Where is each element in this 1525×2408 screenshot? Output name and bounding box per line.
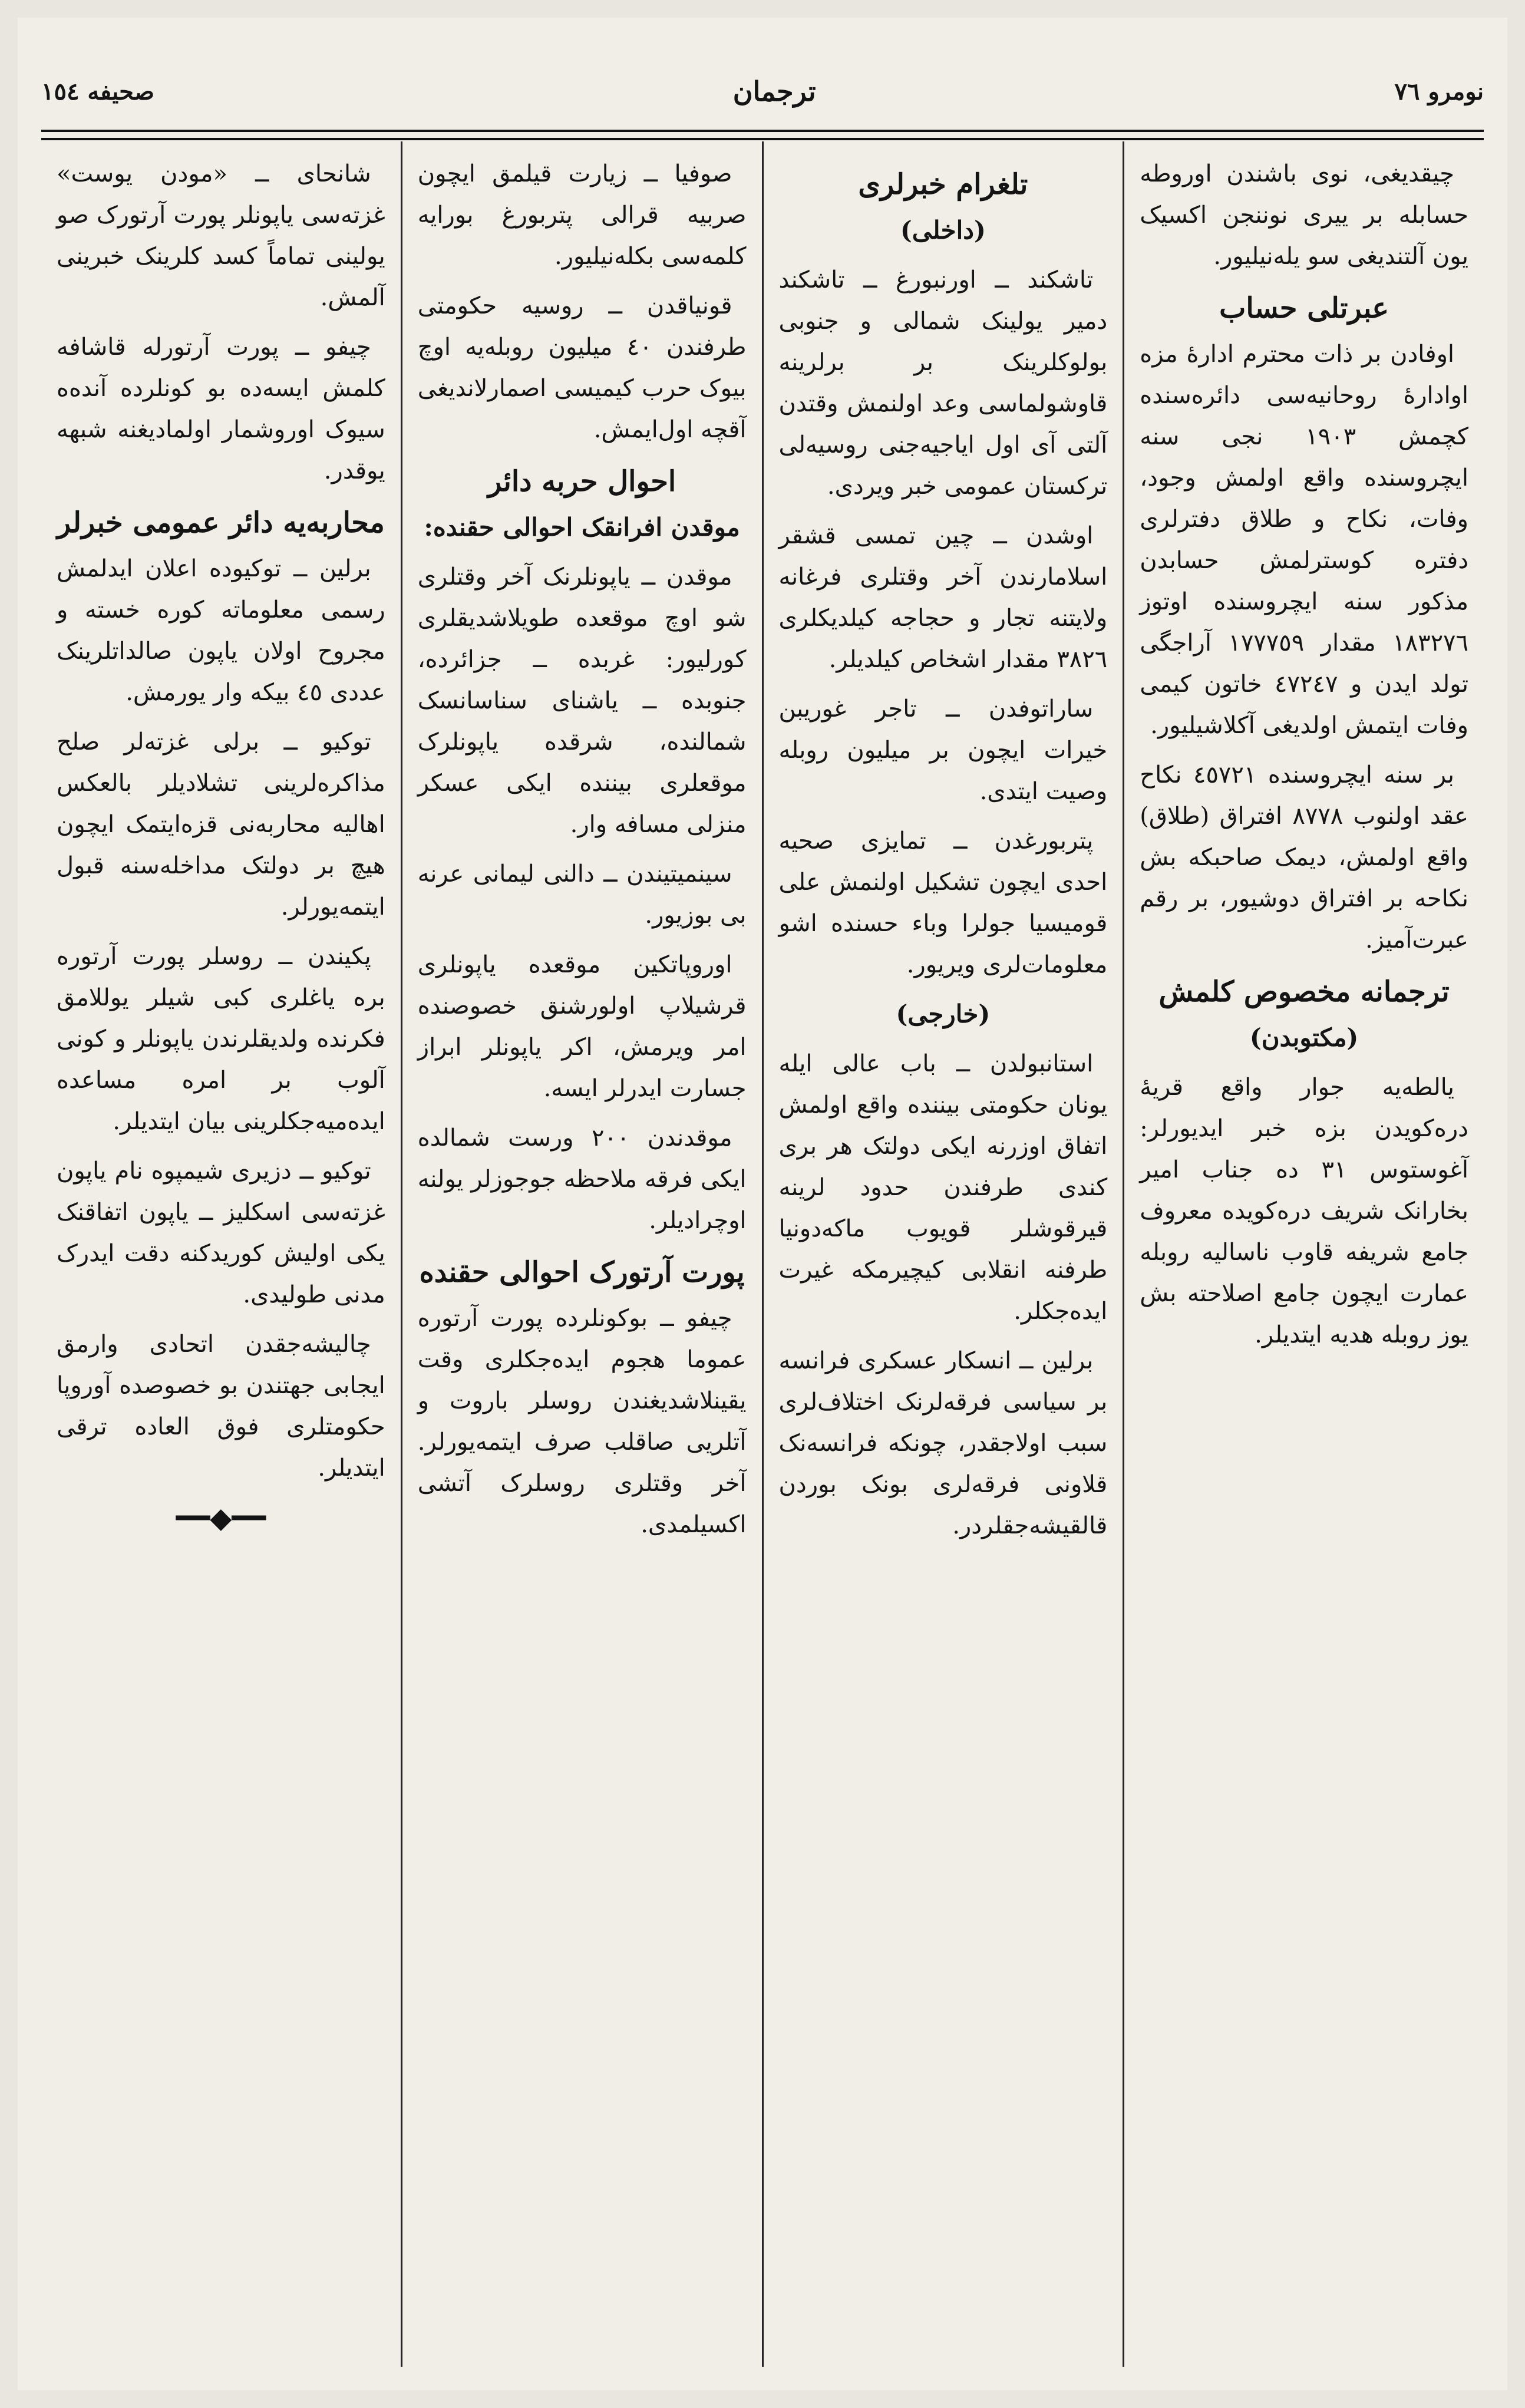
columns: [41, 141, 1484, 2367]
masthead: [41, 59, 1484, 124]
section-subheading: (مکتوبدن): [1249, 1023, 1359, 1052]
paragraph: توکیو ــ برلی غزته‌لر صلح مذاکره‌لرینی تشلادیلر بالعکس اهالیه محاربه‌نی قزه‌ایتمک ایچون هیچ بر دولتک مداخله‌سنه قبول ایتمه‌یورلر.: [57, 728, 385, 921]
column-3: [402, 141, 764, 2367]
newspaper-title: ترجمان: [732, 75, 816, 107]
section-heading: پورت آرتورک احوالی حقنده: [419, 1256, 745, 1289]
column-2: [764, 141, 1125, 2367]
section-heading: محاربه‌یه دائر عمومی خبرلر: [57, 506, 385, 539]
paragraph: موقدندن ٢٠٠ ورست شمالده ایکی فرقه ملاحظه جوجوزلر یولنه اوچرادیلر.: [417, 1124, 747, 1234]
paragraph: تاشکند ــ اورنبورغ ــ تاشکند دمیر یولینک شمالی و جنوبی بولوکلرینک بر برلرینه قاوشولماسی وعد اولنمش وقتدن آلتی آی اول ایاجیه‌جنی روسیه‌لی ترکستان عمومی خبر ویردی.: [778, 266, 1108, 500]
paragraph: اوشدن ــ چین تمسی قشقر اسلامارندن آخر وقتلری فرغانه ولایتنه تجار و حجاجه کیلدیکلری ٣٨٢٦ مقدار اشخاص کیلدیلر.: [778, 522, 1108, 673]
paragraph: شانحای ــ «مودن یوست» غزته‌سی یاپونلر پورت آرتورک صو یولینی تماماً کسد کلرینک خبرینی آلمش.: [57, 160, 385, 311]
paragraph: چیفو ــ بوکونلرده پورت آرتوره عموما هجوم ایده‌جکلری وقت یقینلاشدیغندن روسلر باروت و آتلریی صاقلب صرف ایتمه‌یورلر. آخر وقتلری روسلرک آتشی اکسیلمدی.: [417, 1305, 747, 1538]
issue-number: نومرو ٧٦: [1394, 77, 1484, 105]
paragraph: برلین ــ انسکار عسکری فرانسه بر سیاسی فرقه‌لرنک اختلاف‌لری سبب اولاجقدر، چونکه فرانسه‌نک قلاونی فرقه‌لری بونک بوردن قالقیشه‌جقلردر.: [778, 1347, 1108, 1539]
newspaper-page: [18, 18, 1507, 2390]
section-heading: تلغرام خبرلری: [858, 168, 1028, 201]
column-1: [1124, 141, 1484, 2367]
section-subheading: (خارجی): [896, 1000, 991, 1028]
paragraph: سینمیتیندن ــ دالنی لیمانی عرنه بی بوزیور.: [417, 860, 747, 929]
paragraph: یالطه‌یه جوار واقع قریهٔ دره‌کویدن بزه خبر ایدیورلر: آغوستوس ٣١ ده جناب امیر بخارانک شریف دره‌کویده معروف جامع شریفه قاوب ناسالیه روبله عمارت ایچون جامع اصلاحته بش یوز روبله هدیه ایتدیلر.: [1140, 1074, 1468, 1348]
paragraph: صوفیا ــ زیارت قیلمق ایچون صربیه قرالی پتربورغ بورایه کلمه‌سی بکله‌نیلیور.: [417, 160, 747, 270]
paragraph: بر سنه ایچروسنده ٤٥٧٢١ نکاح عقد اولنوب ٨٧٧٨ افتراق (طلاق) واقع اولمش، دیمک صاحبکه بش نکاحه بر افتراق دوشیور، بر رقم عبرت‌آمیز.: [1140, 761, 1468, 954]
paragraph: قونیاقدن ــ روسیه حکومتی طرفندن ٤٠ میلیون روبله‌یه اوچ بیوک حرب کیمیسی اصمارلاندیغی آقچه اول‌ایمش.: [417, 292, 747, 443]
column-4: [41, 141, 402, 2367]
paragraph: چیفو ــ پورت آرتورله قاشافه کلمش ایسه‌ده بو کونلرده آنده‌ه سیوک اوروشمار اولمادیغنه شبهه یوقدر.: [57, 334, 385, 484]
paragraph: اوفادن بر ذات محترم ادارهٔ مزه اوادارهٔ روحانیه‌سی دائره‌سنده کچمش ١٩٠٣ نجی سنه ایچرو‌سنده واقع اولمش وجود، وفات، نکاح و طلاق دفترلری دفتره کوسترلمش حسابدن مذکور سنه ایچروسنده اوتوز ١٨٣٢٧٦ مقدار ١٧٧٧٥٩ آراجگی تولد ایدن و ٤٧٢٤٧ خاتون کیمی وفات ایتمش اولدیغی آکلاشیلیور.: [1140, 341, 1469, 739]
masthead-rule: [41, 130, 1484, 140]
section-subheading: (داخلی): [900, 216, 986, 245]
paragraph: توکیو ــ دزیری شیمپوه نام یاپون غزته‌سی اسکلیز ــ یاپون اتفاقنک یکی اولیش کوریدکنه دقت ایدرک مدنی طولیدی.: [57, 1157, 385, 1308]
paragraph: چیقدیغی، نوی باشندن اوروطه حسابله بر ییری نوننجن اکسیک یون آلتندیغی سو یله‌نیلیور.: [1140, 160, 1468, 270]
paragraph: استانبولدن ــ باب عالی ایله یونان حکومتی بیننده واقع اولمش اتفاق اوزرنه ایکی دولتک هر بری کندی طرفندن حدود لرینه قیرقوشلر قویوب ماکه‌دونیا طرفنه انقلابی کیچیرمکه غیرت ایده‌جکلر.: [778, 1050, 1108, 1325]
section-heading: احوال حربه دائر: [488, 465, 676, 498]
paragraph: پتربورغدن ــ تمایزی صحیه احدی ایچون تشکیل اولنمش علی قومیسیا جولرا وباء حسنده اشو معلومات‌لری ویریور.: [778, 827, 1108, 978]
paragraph: برلین ــ توکیوده اعلان ایدلمش رسمی معلوماته کوره خسته و مجروح اولان یاپون صالداتلرینک عددی ٤٥ بیکه وار یورمش.: [57, 555, 385, 706]
page-number: صحیفه ١٥٤: [41, 77, 154, 105]
section-heading: عبرتلی حساب: [1219, 292, 1389, 325]
paragraph: ساراتوفدن ــ تاجر غوریبن خیرات ایچون بر میلیون روبله وصیت ایتدی.: [778, 695, 1108, 805]
section-heading: ترجمانه مخصوص کلمش: [1158, 975, 1450, 1008]
paragraph: موقدن ــ یاپونلرنک آخر وقتلری شو اوچ موقعده طویلاشدیقلری کورلیور: غربده ــ جزائرده، جنوبده ــ یاشنای سناسانسک شمالنده، شرقده یاپونلرک موقعلری بیننده ایکی عسکر منزلی مسافه وار.: [417, 563, 747, 838]
section-subheading: موقدن افرانقک احوالی حقنده:: [424, 513, 740, 542]
paragraph: اوروپاتکین موقعده یاپونلری قرشیلاپ اولورشنق خصوصنده امر ویرمش، اکر یاپونلر ابراز جسارت ایدرلر ایسه.: [417, 951, 747, 1102]
ornament-divider: ━━◆━━: [176, 1502, 266, 1535]
paragraph: پکیندن ــ روسلر پورت آرتوره بره یاغلری کبی شیلر یوللامق فکرنده ولدیقلرندن یاپونلر و کونی آلوب بر امره مساعده ایده‌میه‌جکلرینی بیان ایتدیلر.: [57, 943, 385, 1135]
paragraph: چالیشه‌جقدن اتحادی وارمق ایجابی جهتندن بو خصوصده آوروپا حکومتلری فوق العاده ترقی ایتدیلر.: [57, 1331, 385, 1482]
